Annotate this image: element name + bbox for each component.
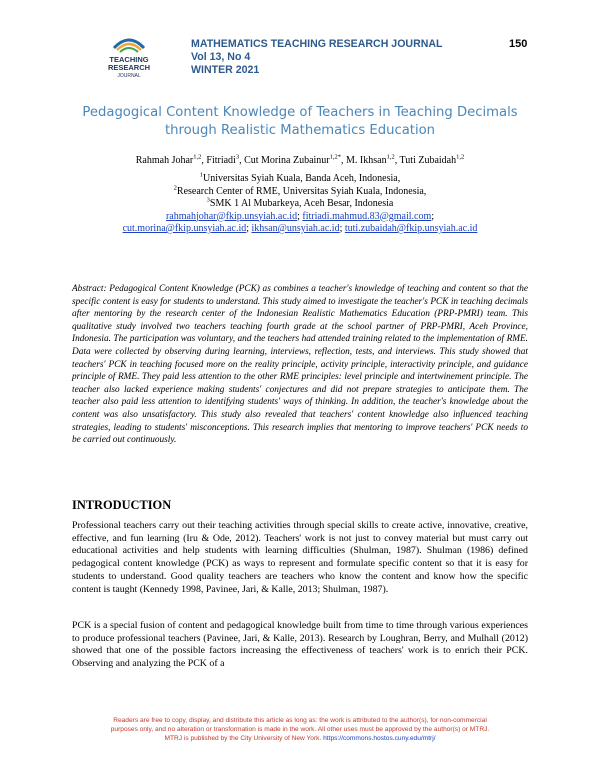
affiliation-text: Universitas Syiah Kuala, Banda Aceh, Indonesia, — [203, 173, 401, 184]
author-affiliation-mark: 1,2* — [329, 153, 342, 161]
email-line-1 — [40, 211, 560, 224]
journal-issue: WINTER 2021 — [191, 64, 260, 76]
email-link[interactable]: fitriadi.mahmud.83@gmail.com — [302, 210, 432, 222]
license-footer — [60, 716, 540, 743]
author-name: M. Ikhsan — [346, 155, 387, 166]
page-number: 150 — [509, 38, 528, 50]
author-affiliation-mark: 1,2 — [193, 153, 202, 161]
journal-logo-graphic — [100, 30, 158, 78]
affiliation-mark: 3 — [206, 196, 210, 204]
footer-line-2: purposes only, and no alteration or transformation is made in the work. All other uses must be approved by the author(s) or MTRJ. — [110, 726, 490, 733]
affiliation-mark: 2 — [173, 184, 177, 192]
email-link[interactable]: tuti.zubaidah@fkip.unsyiah.ac.id — [344, 223, 478, 234]
author-name: Fitriadi — [206, 155, 236, 166]
footer-line-3 — [60, 734, 540, 743]
author-list — [40, 154, 560, 167]
email-separator: ; — [339, 223, 345, 234]
abstract: Abstract: Pedagogical Content Knowledge (PCK) as combines a teacher's knowledge of teaching and content so that the specific content is easy for students to understand. This study aimed to investigate the teacher's PCK in teaching decimals after mentoring by the research center of the Indonesian Realistic Mathematics Education (PRP-PMRI) team. This qualitative study involved two teachers teaching fourth grade at the school partner of PRP-PMRI, Aceh Province, Indonesia. The participation was voluntary, and the teachers had attended training related to the implementation of RME. Data were collected by observing during learning, interviews, reflection, tests, and interviews. This study showed that teachers' PCK in teaching focused more on the reality principle, activity principle, interactivity principle, and guidance principle of RME. They paid less attention to the other RME principles: level principle and intertwinement principle. The teacher also lacked experience making students' conjectures and did not prepare strategies to anticipate them. The teacher also paid less attention to identifying students' ways of thinking. In addition, the teacher's knowledge about the content was also unsatisfactory. This study also revealed that teachers' content knowledge also influenced teaching strategies, leading to students' misconceptions. This research implies that mentoring to improve teachers' PCK needs to be carried out continuously. — [72, 284, 528, 446]
author-affiliation-mark: 1,2 — [456, 153, 465, 161]
email-link[interactable]: ikhsan@unsyiah.ac.id — [251, 223, 340, 234]
email-line-2 — [40, 223, 560, 236]
author-separator: , — [239, 155, 245, 166]
journal-logo — [100, 30, 158, 78]
author-separator: , — [341, 155, 347, 166]
affiliation-line — [40, 198, 560, 211]
journal-volume: Vol 13, No 4 — [191, 51, 251, 63]
intro-paragraph-2: PCK is a special fusion of content and pedagogical knowledge built from time to time through various experiences to produce professional teachers (Pavinee, Jari, & Kalle, 2013). Research by Loughran, Berry, and Mulhall (2012) showed that one of the possible factors increasing the effectiveness of teachers' work is to enrich their PCK. Observing and analyzing the PCK of a — [72, 620, 528, 670]
email-link[interactable]: cut.morina@fkip.unsyiah.ac.id — [122, 223, 247, 234]
logo-text-line2: RESEARCH — [107, 63, 151, 72]
footer-publisher: MTRJ is published by the City University of New York. — [164, 735, 322, 742]
journal-header — [191, 38, 443, 77]
affiliation-line — [40, 173, 560, 186]
footer-url-link[interactable]: https://commons.hostos.cuny.edu/mtrj/ — [323, 735, 436, 742]
affiliation-line — [40, 186, 560, 199]
email-separator: ; — [297, 210, 303, 222]
email-link[interactable]: rahmahjohar@fkip.unsyiah.ac.id — [165, 210, 298, 222]
paper-title: Pedagogical Content Knowledge of Teachers in Teaching Decimals through Realistic Mathematics Education — [82, 105, 518, 138]
affiliation-text: SMK 1 Al Mubarkeya, Aceh Besar, Indonesia — [209, 198, 394, 209]
author-affiliation-mark: 1,2 — [386, 153, 395, 161]
author-name: Tuti Zubaidah — [399, 155, 457, 166]
affiliation-text: Research Center of RME, Universitas Syiah Kuala, Indonesia, — [176, 185, 427, 197]
affiliation-mark: 1 — [199, 171, 204, 179]
author-affiliation-mark: 3 — [235, 153, 240, 161]
author-name: Rahmah Johar — [135, 155, 194, 166]
email-separator: ; — [246, 223, 252, 234]
logo-text-line1: TEACHING — [109, 55, 149, 64]
journal-name: MATHEMATICS TEACHING RESEARCH JOURNAL — [191, 38, 443, 50]
affiliations — [40, 173, 560, 236]
section-heading-introduction: INTRODUCTION — [72, 498, 172, 512]
email-separator: ; — [431, 210, 435, 222]
logo-text-line3: JOURNAL — [117, 73, 141, 78]
intro-paragraph-1: Professional teachers carry out their teaching activities through special skills to create active, innovative, creative, effective, and fun learning (Iru & Ode, 2012). Teachers' work is not just to convey material but must carry out educational activities and help students with learning difficulties (Shulman, 1987). Shulman (1986) defined pedagogical content knowledge (PCK) as ways to represent and formulate specific content so that it is easy for students to understand. Good quality teachers are teachers who know the content and know how the specific content is taught (Kennedy 1998, Pavinee, Jari, & Kalle, 2013; Shulman, 1987). — [72, 520, 528, 595]
author-separator: , — [201, 155, 207, 166]
author-separator: , — [394, 155, 400, 166]
author-name: Cut Morina Zubainur — [244, 155, 330, 166]
footer-line-1: Readers are free to copy, display, and distribute this article as long as: the work is attributed to the author(s), for non-commercial — [113, 717, 487, 724]
